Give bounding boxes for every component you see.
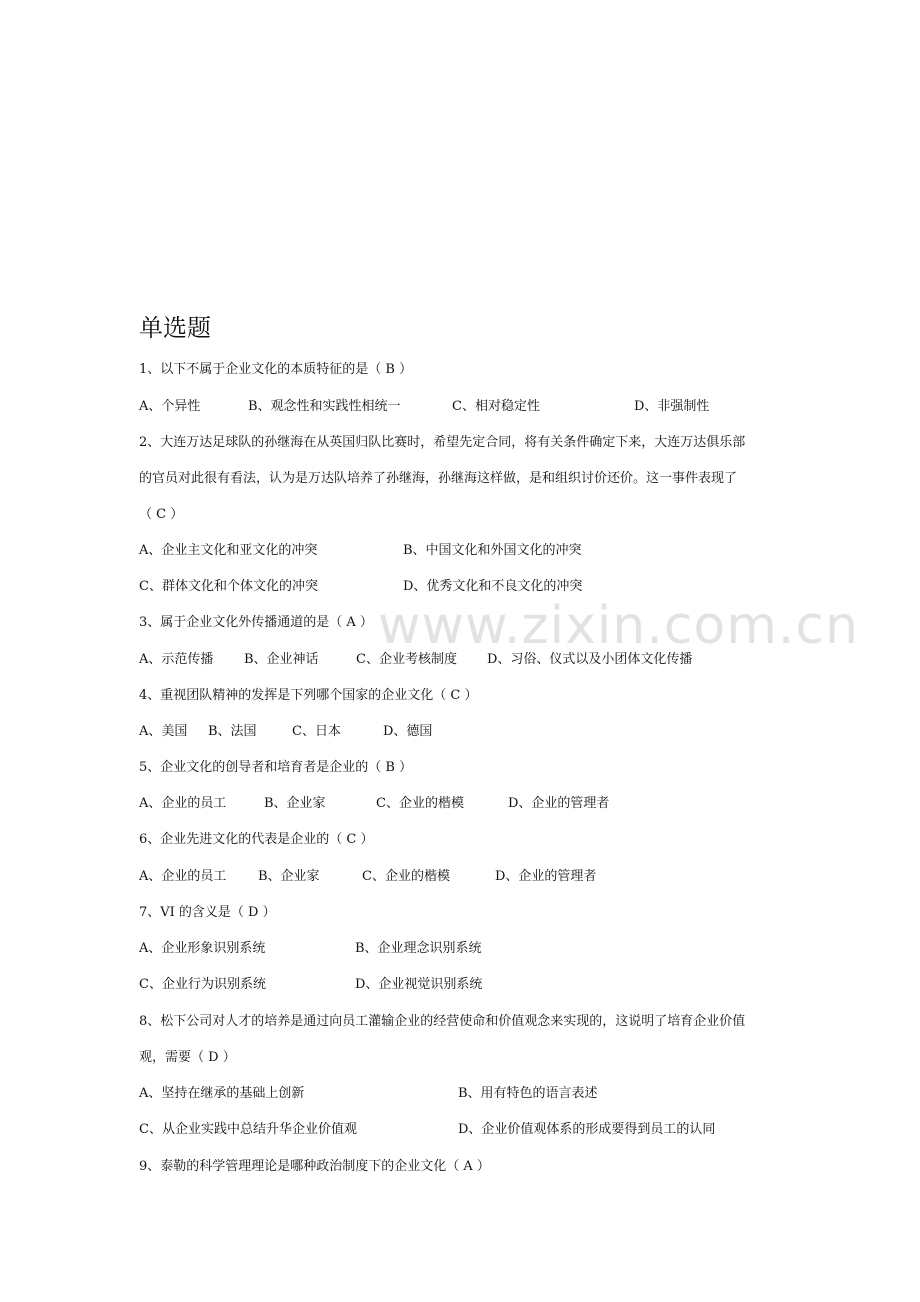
section-heading: 单选题 bbox=[139, 314, 211, 342]
q6-option-c: C、企业的楷模 bbox=[362, 869, 450, 884]
question-8-line-2: 观，需要（ D ） bbox=[139, 1050, 236, 1065]
q1-option-b: B、观念性和实践性相统一 bbox=[248, 399, 401, 414]
q4-option-a: A、美国 bbox=[139, 724, 188, 739]
q2-option-b: B、中国文化和外国文化的冲突 bbox=[403, 543, 582, 558]
q1-option-d: D、非强制性 bbox=[634, 399, 710, 414]
q7-option-b: B、企业理念识别系统 bbox=[355, 941, 482, 956]
q3-option-c: C、企业考核制度 bbox=[356, 652, 457, 667]
question-9: 9、泰勒的科学管理理论是哪种政治制度下的企业文化（ A ） bbox=[139, 1159, 490, 1174]
q5-option-a: A、企业的员工 bbox=[139, 796, 227, 811]
q8-option-d: D、企业价值观体系的形成要得到员工的认同 bbox=[458, 1122, 716, 1137]
q2-option-a: A、企业主文化和亚文化的冲突 bbox=[139, 543, 318, 558]
q1-option-a: A、个异性 bbox=[139, 399, 201, 414]
q6-option-a: A、企业的员工 bbox=[139, 869, 227, 884]
q7-option-a: A、企业形象识别系统 bbox=[139, 941, 266, 956]
q3-option-d: D、习俗、仪式以及小团体文化传播 bbox=[487, 652, 693, 667]
q7-option-d: D、企业视觉识别系统 bbox=[355, 977, 483, 992]
question-4: 4、重视团队精神的发挥是下列哪个国家的企业文化（ C ） bbox=[139, 688, 478, 703]
question-7: 7、VI 的含义是（ D ） bbox=[139, 905, 276, 920]
question-3: 3、属于企业文化外传播通道的是（ A ） bbox=[139, 615, 373, 630]
question-8-line-1: 8、松下公司对人才的培养是通过向员工灌输企业的经营使命和价值观念来实现的，这说明了培育企业价值 bbox=[139, 1014, 746, 1029]
q4-option-c: C、日本 bbox=[292, 724, 341, 739]
q5-option-c: C、企业的楷模 bbox=[376, 796, 464, 811]
q8-option-c: C、从企业实践中总结升华企业价值观 bbox=[139, 1122, 357, 1137]
q4-option-d: D、德国 bbox=[383, 724, 433, 739]
question-5: 5、企业文化的创导者和培育者是企业的（ B ） bbox=[139, 760, 413, 775]
q7-option-c: C、企业行为识别系统 bbox=[139, 977, 266, 992]
q6-option-d: D、企业的管理者 bbox=[495, 869, 597, 884]
q6-option-b: B、企业家 bbox=[258, 869, 320, 884]
question-2-line-1: 2、大连万达足球队的孙继海在从英国归队比赛时，希望先定合同，将有关条件确定下来，大连万达俱乐部 bbox=[139, 435, 746, 450]
watermark: www.zixin.com.cn bbox=[378, 596, 859, 656]
q5-option-d: D、企业的管理者 bbox=[508, 796, 610, 811]
q8-option-b: B、用有特色的语言表述 bbox=[458, 1086, 598, 1101]
q3-option-a: A、示范传播 bbox=[139, 652, 214, 667]
q3-option-b: B、企业神话 bbox=[244, 652, 319, 667]
q5-option-b: B、企业家 bbox=[264, 796, 326, 811]
q2-option-c: C、群体文化和个体文化的冲突 bbox=[139, 579, 318, 594]
question-2-line-3: （ C ） bbox=[139, 507, 184, 522]
question-1: 1、以下不属于企业文化的本质特征的是（ B ） bbox=[139, 362, 413, 377]
question-2-line-2: 的官员对此很有看法，认为是万达队培养了孙继海，孙继海这样做，是和组织讨价还价。这一事件表现了 bbox=[139, 471, 738, 486]
q2-option-d: D、优秀文化和不良文化的冲突 bbox=[403, 579, 583, 594]
question-6: 6、企业先进文化的代表是企业的（ C ） bbox=[139, 832, 374, 847]
q1-option-c: C、相对稳定性 bbox=[452, 399, 540, 414]
q8-option-a: A、坚持在继承的基础上创新 bbox=[139, 1086, 305, 1101]
q4-option-b: B、法国 bbox=[208, 724, 257, 739]
